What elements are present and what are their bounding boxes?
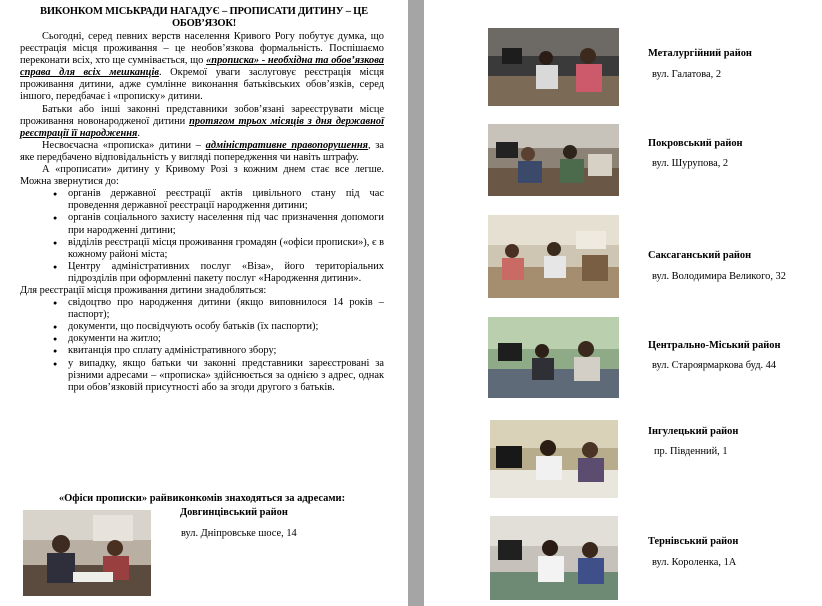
office-photo-ternivskyi xyxy=(490,516,618,600)
p2-text: Батьки або інші законні представники зобов’язані зареєструвати місце проживання новонародженої дитини xyxy=(20,103,384,127)
p3-text-end: , за яке передбачено відповідальність у вигляді попередження чи навіть штрафу. xyxy=(20,139,384,163)
p2-emphasis: протягом трьох місяців з дня державної реєстрації її народження xyxy=(20,115,384,139)
office-photo-inhuletskyi xyxy=(490,420,618,498)
district-name-ternivskyi: Тернівський район xyxy=(648,536,739,547)
office-photo-pokrovskyi xyxy=(488,124,619,196)
paragraph-1 xyxy=(20,31,384,104)
district-address-inhuletskyi: пр. Південний, 1 xyxy=(654,446,728,457)
district-address-dovhyntsivskyi: вул. Дніпровське шосе, 14 xyxy=(181,528,297,539)
list-item: ● органів соціального захисту населення під час призначення допомоги при народженні дитини; xyxy=(68,212,384,236)
addresses-heading: «Офіси прописки» райвиконкомів знаходяться за адресами: xyxy=(58,493,346,504)
district-address-saksahanskyi: вул. Володимира Великого, 32 xyxy=(652,271,786,282)
page-right xyxy=(424,0,822,606)
docs-intro: Для реєстрації місця проживання дитини знадобляться: xyxy=(20,284,267,296)
list-item: ● відділів реєстрації місця проживання громадян («офіси прописки»), є в кожному районі міста; xyxy=(68,237,384,261)
p3-emphasis: адміністративне правопорушення xyxy=(205,139,368,151)
list-item: ● документи, що посвідчують особу батьків (їх паспорти); xyxy=(68,321,384,333)
p2-text-end: . xyxy=(137,127,140,139)
paragraph-4: А «прописати» дитину у Кривому Розі з кожним днем стає все легше. Можна звернутися до: xyxy=(20,164,384,188)
p1-text: Сьогодні, серед певних верств населення Кривого Рогу побутує думка, що реєстрація місця проживання – це необов’язкова формальність. Поспішаємо переконати всіх, хто ще сумнівається, що xyxy=(20,31,384,67)
p1-emphasis: «прописка» - необхідна та обов’язкова справа для всіх мешканців xyxy=(20,55,384,79)
paragraph-3 xyxy=(20,140,384,164)
district-address-metalurhiinyi: вул. Галатова, 2 xyxy=(652,69,722,80)
places-list xyxy=(20,188,384,285)
article-title: ВИКОНКОМ МІСЬКРАДИ НАГАДУЄ – ПРОПИСАТИ ДИТИНУ – ЦЕ ОБОВ’ЯЗОК! xyxy=(40,6,368,29)
district-name-metalurhiinyi: Металургійний район xyxy=(648,48,752,59)
district-name-dovhyntsivskyi: Довгинцівський район xyxy=(180,507,288,518)
district-name-saksahanskyi: Саксаганський район xyxy=(648,250,752,261)
list-item: ● органів державної реєстрації актів цивільного стану під час проведення державної реєстрації народження дитини; xyxy=(68,188,384,212)
list-item: ● документи на житло; xyxy=(68,333,384,345)
office-photo-dovhyntsivskyi xyxy=(23,510,151,596)
district-address-pokrovskyi: вул. Шурупова, 2 xyxy=(652,158,729,169)
list-item: ● Центру адміністративних послуг «Віза», його територіальних підрозділів при оформленні пакету послуг «Народження дитини». xyxy=(68,261,384,285)
district-address-tsentralno-miskyi: вул. Староярмаркова буд. 44 xyxy=(652,360,777,371)
list-item: ● свідоцтво про народження дитини (якщо виповнилося 14 років – паспорт); xyxy=(68,297,384,321)
docs-list xyxy=(20,297,384,394)
district-address-ternivskyi: вул. Короленка, 1А xyxy=(652,557,737,568)
p1-text-end: . Окремої уваги заслуговує реєстрація місця проживання дитини, адже сумлінне виконання батьківських обов’язків, серед іншого, передбачає і «прописку» дитини. xyxy=(20,67,385,103)
p3-text: Несвоєчасна «прописка» дитини – xyxy=(42,139,206,151)
page-gap xyxy=(408,0,424,606)
list-item: ● у випадку, якщо батьки чи законні представники зареєстровані за різними адресами – «прописка» здійснюється за однією з адрес, однак при обов’язковій присутності або за згоди другого з батьків. xyxy=(68,358,384,394)
district-name-pokrovskyi: Покровський район xyxy=(648,138,743,149)
office-photo-metalurhiinyi xyxy=(488,28,619,106)
office-photo-saksahanskyi xyxy=(488,215,619,298)
article-body xyxy=(20,31,384,394)
list-item: ● квитанція про сплату адміністративного збору; xyxy=(68,345,384,357)
page-left xyxy=(0,0,408,606)
district-name-inhuletskyi: Інгулецький район xyxy=(648,426,739,437)
paragraph-2 xyxy=(20,104,384,140)
district-name-tsentralno-miskyi: Центрально-Міський район xyxy=(648,340,781,351)
office-photo-tsentralno-miskyi xyxy=(488,317,619,398)
